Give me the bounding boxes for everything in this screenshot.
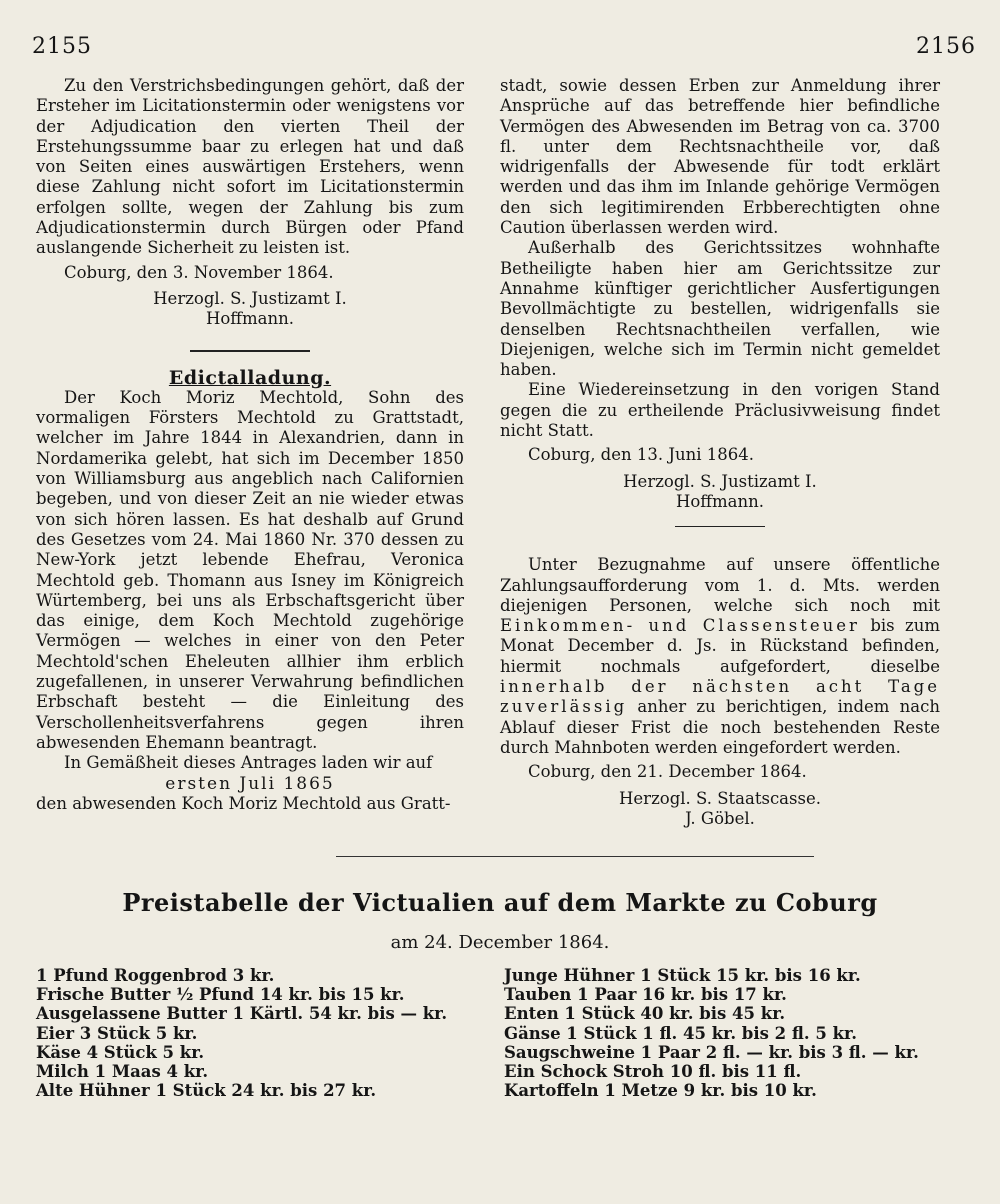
notice1-signer: Hoffmann.: [205, 309, 295, 329]
edict-continued-paragraph-1: stadt, sowie dessen Erben zur Anmeldung ihrer Ansprüche auf das betreffende hier befindliche Vermögen des Abwesenden im Betrag von ca. 3700 fl. unter dem Rechtsnachtheile vor, daß widrigenfalls der Abwesende für todt erklärt werden und das ihm im Inlande gehörige Vermögen den sich legitimirenden Erbberechtigten ohne Caution überlassen werden wird.: [500, 76, 940, 238]
price-item: Gänse 1 Stück 1 fl. 45 kr. bis 2 fl. 5 kr.: [504, 1023, 857, 1043]
edict-continued-paragraph-3: Eine Wiedereinsetzung in den vorigen Stand gegen die zu ertheilende Präclusivweisung findet nicht Statt.: [500, 380, 940, 441]
section-divider: [675, 526, 765, 527]
right-column: [500, 76, 940, 829]
price-item: Milch 1 Maas 4 kr.: [36, 1062, 209, 1082]
price-table-divider: [336, 856, 814, 857]
notice2-place-date: Coburg, den 13. Juni 1864.: [528, 445, 754, 465]
left-column: [36, 76, 464, 814]
price-item: Saugschweine 1 Paar 2 fl. — kr. bis 3 fl. — kr.: [504, 1042, 919, 1062]
price-table-title: Preistabelle der Victualien auf dem Markte zu Coburg: [122, 888, 878, 917]
edict-heading: Edictalladung.: [168, 366, 332, 389]
price-item: Enten 1 Stück 40 kr. bis 45 kr.: [504, 1004, 786, 1024]
notice2-signer: Hoffmann.: [675, 491, 765, 511]
tax-text-middle: bis zum Monat December d. Js. in Rückstand befinden, hiermit nochmals aufgefordert, dieselbe: [500, 616, 941, 676]
price-item: Ein Schock Stroh 10 fl. bis 11 fl.: [504, 1062, 802, 1082]
edict-paragraph-3: den abwesenden Koch Moriz Mechtold aus Gratt-: [36, 793, 451, 813]
edict-continued-paragraph-2: Außerhalb des Gerichtssitzes wohnhafte Betheiligte haben hier am Gerichtssitze zur Annahme künftiger gerichtlicher Ausfertigungen Bevollmächtigte zu bestellen, widrigenfalls sie denselben Rechtsnachtheilen verfallen, wie Diejenigen, welche sich im Termin nicht gemeldet haben.: [500, 238, 940, 380]
notice2-authority: Herzogl. S. Justizamt I.: [623, 471, 817, 491]
price-item: Tauben 1 Paar 16 kr. bis 17 kr.: [504, 985, 787, 1005]
auction-conditions-paragraph: Zu den Verstrichsbedingungen gehört, daß der Ersteher im Licitationstermin oder wenigstens vor der Adjudication den vierten Theil der Erstehungssumme baar zu erlegen hat und daß von Seiten eines auswärtigen Erstehers, wenn diese Zahlung nicht sofort im Licitationstermin erfolgen sollte, wegen der Zahlung bis zum Adjudicationstermin durch Bürgen oder Pfand auslangende Sicherheit zu leisten ist.: [36, 76, 464, 258]
price-list-right: [504, 966, 964, 1100]
notice3-signer: J. Göbel.: [685, 808, 755, 828]
page-number-right: 2156: [916, 34, 976, 59]
price-item: Kartoffeln 1 Metze 9 kr. bis 10 kr.: [504, 1081, 817, 1101]
price-list-left: [36, 966, 476, 1100]
edict-date-spaced: ersten Juli 1865: [165, 773, 335, 794]
price-item: Alte Hühner 1 Stück 24 kr. bis 27 kr.: [36, 1081, 377, 1101]
tax-notice-paragraph: [500, 555, 940, 758]
tax-text-spaced-2: innerhalb der nächsten acht Tage zuverlässig: [500, 677, 940, 717]
page-number-left: 2155: [32, 34, 92, 59]
price-item: Junge Hühner 1 Stück 15 kr. bis 16 kr.: [504, 966, 861, 985]
edict-paragraph-1: Der Koch Moriz Mechtold, Sohn des vormaligen Försters Mechtold zu Grattstadt, welcher im Jahre 1844 in Alexandrien, dann in Nordamerika gelebt, hat sich im December 1850 von Williamsburg aus angeblich nach Californien begeben, und von dieser Zeit an nie wieder etwas von sich hören lassen. Es hat deshalb auf Grund des Gesetzes vom 24. Mai 1860 Nr. 370 dessen zu New-York jetzt lebende Ehefrau, Veronica Mechtold geb. Thomann aus Isney im Königreich Würtemberg, bei uns als Erbschaftsgericht über das einige, dem Koch Mechtold zugehörige Vermögen — welches in einer von den Peter Mechtold'schen Eheleuten allhier ihm erblich zugefallenen, in unserer Verwahrung befindlichen Erbschaft besteht — die Einleitung des Verschollenheitsverfahrens gegen ihren abwesenden Ehemann beantragt.: [36, 387, 464, 752]
notice3-place-date: Coburg, den 21. December 1864.: [528, 762, 807, 782]
price-item: Ausgelassene Butter 1 Kärtl. 54 kr. bis — kr.: [36, 1004, 448, 1024]
tax-text-spaced-1: Einkommen- und Classensteuer: [500, 616, 860, 636]
section-divider: [190, 350, 310, 352]
notice3-authority: Herzogl. S. Staatscasse.: [619, 788, 821, 808]
tax-text-before: Unter Bezugnahme auf unsere öffentliche Zahlungsaufforderung vom 1. d. Mts. werden diejenigen Personen, welche sich noch mit: [500, 555, 940, 615]
price-table-date: am 24. December 1864.: [390, 932, 610, 953]
price-item: Frische Butter ½ Pfund 14 kr. bis 15 kr.: [36, 985, 405, 1005]
notice1-authority: Herzogl. S. Justizamt I.: [153, 288, 347, 308]
notice1-place-date: Coburg, den 3. November 1864.: [64, 262, 334, 282]
price-item: 1 Pfund Roggenbrod 3 kr.: [36, 966, 275, 985]
price-item: Käse 4 Stück 5 kr.: [36, 1042, 205, 1062]
edict-paragraph-2: In Gemäßheit dieses Antrages laden wir auf: [64, 753, 433, 773]
tax-text-after: anher zu berichtigen, indem nach Ablauf dieser Frist die noch bestehenden Reste durch Mahnboten werden eingefordert werden.: [500, 697, 940, 757]
price-item: Eier 3 Stück 5 kr.: [36, 1023, 198, 1043]
